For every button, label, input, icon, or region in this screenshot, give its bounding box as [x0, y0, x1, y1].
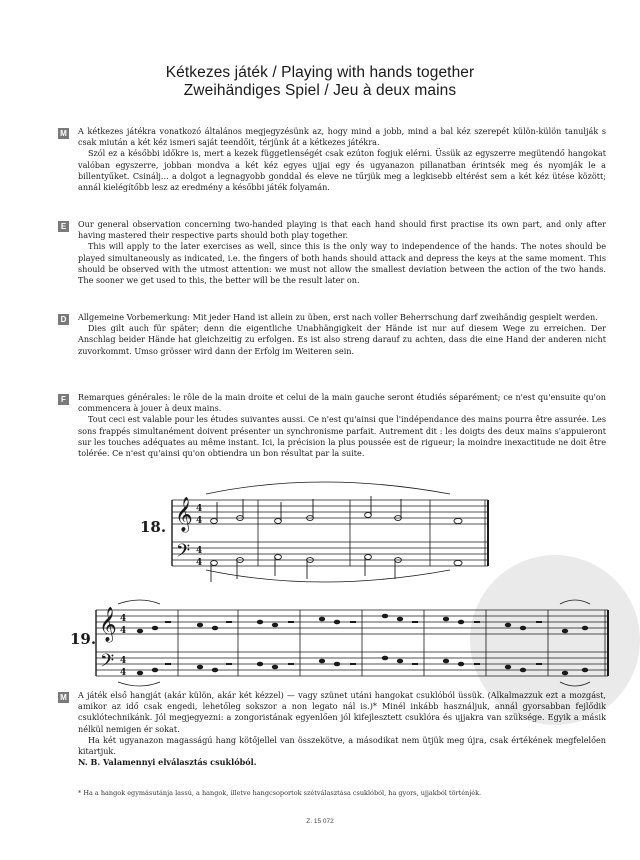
paragraph-text: A kétkezes játékra vonatkozó általános megjegyzésünk az, hogy mind a jobb, mind a bal kéz szerepét külön-külön tanulják s csak miután a két kéz ismeri saját teendőit, térjünk át a kétkezes játékra.: [78, 126, 606, 148]
paragraph-text: Dies gilt auch für später; denn die eigentliche Unabhängigkeit der Hände ist nur auf diesem Wege zu erreichen. Der Anschlag beider Hände hat gleichzeitig zu erfolgen. Es ist also streng darauf zu achten, dass die eine Hand der anderen nicht zuvorkommt. Umso grösser wird dann der Erfolg im Weiteren sein.: [78, 323, 606, 356]
paragraph-text: Tout ceci est valable pour les études suivantes aussi. Ce n'est qu'ainsi que l'indépendance des mains pourra être assurée. Les sons frappés simultanément doivent présenter un synchronisme parfait. Autrement dit : les doigts des deux mains s'appuieront sur les touches adéquates au même instant. Ici, la précision la plus poussée est de rigueur; la moindre inexactitude ne doit être tolérée. Ce n'est qu'ainsi qu'on obtiendra un bon résultat par la suite.: [78, 414, 606, 459]
slur: [206, 482, 450, 494]
paragraph-text: This will apply to the later exercises as well, since this is the only way to independence of the hands. The notes should be played simultaneously as indicated, i.e. the fingers of both hands should attack and depress the keys at the same moment. This should be observed with the utmost attention: we must not allow the smallest deviation between the action of the two hands. The sooner we get used to this, the better will be the result later on.: [78, 241, 606, 286]
time-signature: 4: [120, 626, 127, 636]
page-number: Z. 15 072: [306, 818, 334, 825]
footnote: * Ha a hangok egymásutánja lassú, a hangok, illetve hangcsoportok szétválasztása csuklóból, ha gyors, ujjakból történjék.: [78, 789, 482, 797]
paragraph-text: Our general observation concerning two-handed playing is that each hand should first practise its own part, and only after having mastered their respective parts should both play together.: [78, 219, 606, 241]
paragraph-text: A játék első hangját (akár külön, akár két kézzel) — vagy szünet utáni hangokat csuklóból üssük. (Alkalmazzuk ezt a mozgást, amikor az idő csak engedi, lehetőleg sokszor a non legato nál is.)* Minél inkább használjuk, annál gyorsabban fejlődik csuklótechnikánk. Jól megjegyezni: a zongoristának egyenlően jól kifejlesztett csuklóra és ujjakra van szüksége. Egyik a másik nélkül nemigen ér sokat.: [78, 690, 606, 734]
page-title-line-2: Zweihändiges Spiel / Jeu à deux mains: [183, 82, 457, 99]
slur: [560, 682, 590, 686]
time-signature: 4: [196, 546, 203, 556]
language-badge-german: D: [58, 314, 69, 325]
paragraph-text: Remarques générales: le rôle de la main droite et celui de la main gauche seront étudiés séparément; ce n'est qu'ensuite qu'on commencera à jouer à deux mains.: [78, 392, 606, 414]
treble-clef-icon: 𝄞: [175, 497, 193, 532]
paragraph-text: Allgemeine Vorbemerkung: Mit jeder Hand ist allein zu üben, erst nach voller Beherrschung darf zweihändig gespielt werden.: [78, 312, 598, 322]
slur: [560, 600, 590, 604]
language-badge-hungarian-bottom: M: [58, 692, 69, 703]
bass-clef-icon: 𝄢: [100, 651, 115, 676]
slur: [118, 600, 160, 604]
language-badge-hungarian: M: [58, 128, 69, 139]
notes-ex19: [137, 614, 588, 676]
treble-clef-icon: 𝄞: [99, 607, 117, 642]
notes-ex18: [211, 496, 462, 582]
slur: [118, 682, 160, 686]
time-signature: 4: [120, 614, 127, 624]
nota-bene: N. B. Valamennyi elválasztás csuklóból.: [78, 757, 257, 768]
language-badge-french: F: [58, 394, 69, 405]
paragraph-hungarian-bottom: [78, 690, 606, 768]
staff-ex18-treble: [172, 500, 488, 524]
language-badge-english: E: [58, 221, 69, 232]
bass-clef-icon: 𝄢: [176, 541, 191, 566]
slur: [206, 570, 450, 582]
exercise-number-19: 19.: [70, 630, 97, 648]
time-signature: 4: [120, 668, 127, 678]
time-signature: 4: [196, 504, 203, 514]
time-signature: 4: [196, 558, 203, 568]
staff-ex18-bass: [172, 542, 488, 566]
paragraph-text: Szól ez a későbbi időkre is, mert a kezek függetlenségét csak ezúton fogjuk elérni. Üssük az egyszerre megütendő hangokat valóban egyszerre, jobban mondva a két kéz egyes ujjai egy és ugyanazon pillanatban érintsék meg és nyomják le a billentyűket. Csinálj... a dolgot a legnagyobb gonddal és eleve ne tűrjük meg a legkisebb eltérést sem a két kéz ütése között; annál kielégítőbb lesz az eredmény a későbbi játék folyamán.: [78, 148, 606, 193]
paragraph-text: Ha két ugyanazon magasságú hang kötőjellel van összekötve, a másodikat nem ütjük meg újra, csak értékének megfelelően kitartjuk.: [78, 734, 606, 757]
exercise-number-18: 18.: [140, 518, 167, 536]
time-signature: 4: [120, 656, 127, 666]
page-title-line-1: Kétkezes játék / Playing with hands together: [165, 64, 475, 81]
time-signature: 4: [196, 516, 203, 526]
